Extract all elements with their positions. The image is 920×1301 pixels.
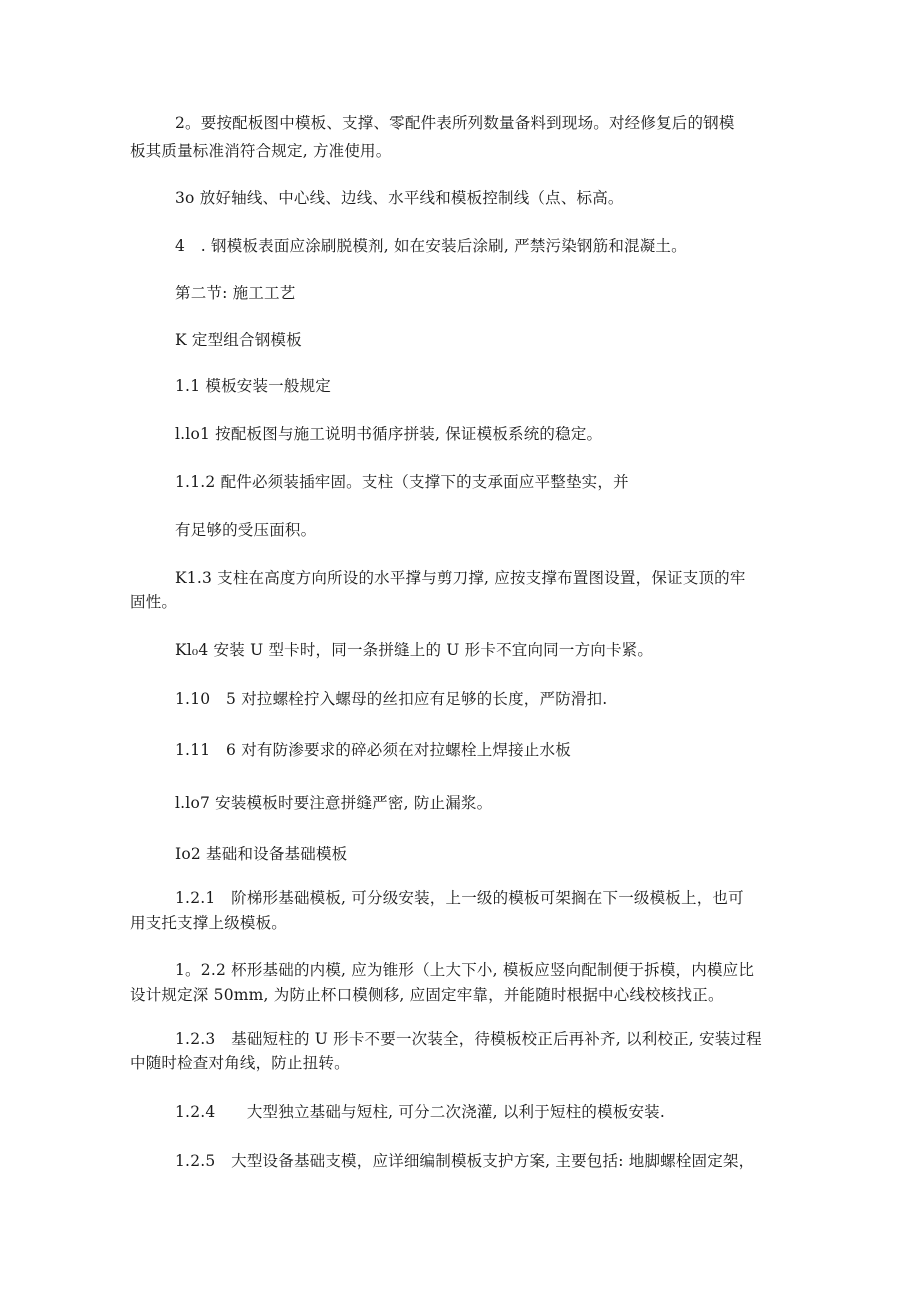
clause-1-1-1: l.lo1 按配板图与施工说明书循序拼装, 保证模板系统的稳定。	[175, 425, 603, 443]
clause-1-1-7: l.lo7 安装模板时要注意拼缝严密, 防止漏浆。	[175, 794, 493, 812]
clause-1-2-3: 1.2.3 基础短柱的 U 形卡不要一次装全，待模板校正后再补齐, 以利校正, 安装过程	[175, 1030, 762, 1048]
clause-1-1-2-cont: 有足够的受压面积。	[175, 521, 317, 539]
section-heading: 第二节: 施工工艺	[175, 284, 296, 302]
subsection-heading-1-2: Io2 基础和设备基础模板	[175, 845, 348, 863]
paragraph-item-2: 2。要按配板图中模板、支撑、零配件表所列数量备料到现场。对经修复后的钢模	[175, 114, 735, 132]
clause-1-2-3-cont: 中随时检查对角线，防止扭转。	[130, 1054, 350, 1072]
clause-1-2-1: 1.2.1 阶梯形基础模板, 可分级安装，上一级的模板可架搁在下一级模板上，也可	[175, 889, 744, 907]
clause-1-1-4: Kl₀4 安装 U 型卡时，同一条拼缝上的 U 形卡不宜向同一方向卡紧。	[175, 641, 654, 659]
clause-1-1-6: 1.11 6 对有防渗要求的碎必须在对拉螺栓上焊接止水板	[175, 741, 571, 759]
subsection-heading-1-1: 1.1 模板安装一般规定	[175, 377, 331, 395]
clause-1-2-5: 1.2.5 大型设备基础支模，应详细编制模板支护方案, 主要包括: 地脚螺栓固定架，	[175, 1152, 755, 1170]
clause-1-1-3-cont: 固性。	[130, 593, 178, 611]
clause-1-2-4: 1.2.4 大型独立基础与短柱, 可分二次浇灌, 以利于短柱的模板安装.	[175, 1103, 665, 1121]
clause-1-1-5: 1.10 5 对拉螺栓拧入螺母的丝扣应有足够的长度，严防滑扣.	[175, 690, 608, 708]
clause-1-1-2: 1.1.2 配件必须装插牢固。支柱（支撑下的支承面应平整垫实，并	[175, 473, 629, 491]
clause-1-2-2: 1。2.2 杯形基础的内模, 应为锥形（上大下小, 模板应竖向配制便于拆模，内模应比	[175, 961, 755, 979]
paragraph-item-3: 3o 放好轴线、中心线、边线、水平线和模板控制线（点、标高。	[175, 189, 624, 207]
paragraph-item-4: 4 . 钢模板表面应涂刷脱模剂, 如在安装后涂刷, 严禁污染钢筋和混凝土。	[175, 237, 687, 255]
clause-1-2-2-cont: 设计规定深 50mm, 为防止杯口模侧移, 应固定牢靠，并能随时根据中心线校核找正。	[130, 986, 724, 1004]
clause-1-1-3: K1.3 支柱在高度方向所设的水平撑与剪刀撑, 应按支撑布置图设置，保证支顶的牢	[175, 569, 746, 587]
clause-1-2-1-cont: 用支托支撑上级模板。	[130, 914, 288, 932]
paragraph-item-2-cont: 板其质量标准消符合规定, 方准使用。	[130, 142, 392, 160]
subsection-heading-1: K 定型组合钢模板	[175, 331, 302, 349]
